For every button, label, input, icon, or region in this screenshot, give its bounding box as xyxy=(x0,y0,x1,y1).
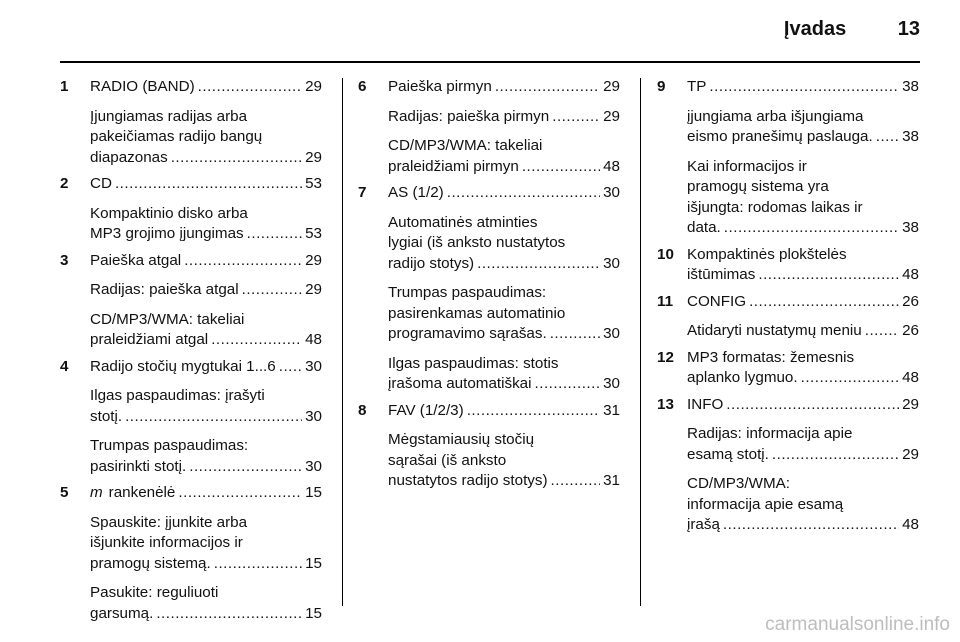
entry-title: RADIO (BAND) xyxy=(90,78,195,95)
entry-page: 31 xyxy=(603,401,620,419)
subentry-line: praleidžiami atgal xyxy=(90,331,209,348)
index-subentry xyxy=(657,321,919,342)
subentry-line: įjungiama arba išjungiama xyxy=(687,107,864,125)
entry-number: 6 xyxy=(358,78,367,95)
index-entry-7 xyxy=(358,183,620,204)
subentry-line: radijo stotys) xyxy=(388,254,475,272)
subentry-line: Trumpas paspaudimas: xyxy=(388,284,547,301)
subentry-line: Radijas: paieška pirmyn xyxy=(388,107,550,125)
entry-title: AS (1/2) xyxy=(388,184,444,201)
entry-page: 48 xyxy=(902,369,919,386)
entry-page: 38 xyxy=(902,78,919,95)
subentry-line: pasirenkamas automatinio xyxy=(388,304,566,322)
subentry-line: MP3 grojimo įjungimas xyxy=(90,225,244,242)
index-subentry xyxy=(60,107,322,169)
entry-title: Kompaktinės plokštelės xyxy=(687,245,847,263)
subentry-page: 15 xyxy=(305,604,322,622)
index-subentry xyxy=(358,213,620,275)
index-entry-2 xyxy=(60,174,322,195)
index-subentry xyxy=(60,513,322,575)
subentry-page: 48 xyxy=(603,157,620,175)
index-column-3 xyxy=(657,77,919,536)
subentry-page: 30 xyxy=(305,407,322,425)
subentry-page: 48 xyxy=(902,516,919,533)
entry-number: 5 xyxy=(60,484,69,501)
subentry-line: Radijas: paieška atgal xyxy=(90,281,239,298)
index-entry-12 xyxy=(657,348,919,389)
index-subentry xyxy=(60,436,322,477)
subentry-line: Radijas: informacija apie xyxy=(687,425,853,442)
subentry-page: 30 xyxy=(603,325,620,342)
subentry-page: 38 xyxy=(902,219,919,236)
watermark: carmanualsonline.info xyxy=(765,614,950,635)
index-subentry xyxy=(60,386,322,427)
header-rule xyxy=(60,61,920,63)
index-subentry xyxy=(358,354,620,395)
index-subentry xyxy=(60,310,322,351)
entry-page: 53 xyxy=(305,175,322,192)
entry-title: ištūmimas xyxy=(687,266,756,283)
subentry-line: Ilgas paspaudimas: stotis xyxy=(388,354,559,372)
subentry-line: diapazonas xyxy=(90,148,168,166)
subentry-line: nustatytos radijo stotys) xyxy=(388,472,548,489)
entry-page: 30 xyxy=(305,357,322,375)
subentry-line: Ilgas paspaudimas: įrašyti xyxy=(90,387,265,404)
index-entry-3 xyxy=(60,251,322,272)
entry-page: 48 xyxy=(902,266,919,283)
subentry-line: CD/MP3/WMA: xyxy=(687,475,790,492)
subentry-line: įrašoma automatiškai xyxy=(388,375,532,392)
index-entry-13 xyxy=(657,395,919,416)
page-header xyxy=(784,18,920,41)
index-subentry xyxy=(657,474,919,536)
subentry-line: eismo pranešimų paslauga. xyxy=(687,128,873,145)
entry-title: aplanko lygmuo. xyxy=(687,369,798,386)
index-entry-4 xyxy=(60,357,322,378)
entry-page: 15 xyxy=(305,484,322,501)
index-subentry xyxy=(657,157,919,239)
index-subentry xyxy=(60,583,322,624)
entry-number: 4 xyxy=(60,357,69,375)
index-subentry xyxy=(60,280,322,301)
subentry-page: 30 xyxy=(603,375,620,392)
subentry-line: stotį. xyxy=(90,407,123,425)
subentry-line: Pasukite: reguliuoti xyxy=(90,584,219,601)
subentry-line: Įjungiamas radijas arba xyxy=(90,107,248,125)
subentry-page: 31 xyxy=(603,472,620,489)
subentry-line: CD/MP3/WMA: takeliai xyxy=(90,310,245,328)
subentry-line: lygiai (iš anksto nustatytos xyxy=(388,234,566,251)
subentry-line: Spauskite: įjunkite arba xyxy=(90,513,248,531)
subentry-page: 30 xyxy=(305,457,322,475)
subentry-line: garsumą. xyxy=(90,604,154,622)
subentry-line: pakeičiamas radijo bangų xyxy=(90,128,263,145)
index-subentry xyxy=(358,107,620,128)
subentry-line: Atidaryti nustatymų meniu xyxy=(687,322,862,339)
page-number: 13 xyxy=(897,18,920,40)
entry-number: 9 xyxy=(657,78,666,95)
subentry-line: pasirinkti stotį. xyxy=(90,457,187,475)
entry-title: FAV (1/2/3) xyxy=(388,401,464,419)
subentry-line: įrašą xyxy=(687,516,720,533)
entry-title: MP3 formatas: žemesnis xyxy=(687,348,855,366)
entry-title: Paieška atgal xyxy=(90,251,182,269)
subentry-page: 26 xyxy=(902,322,919,339)
index-entry-9 xyxy=(657,77,919,98)
index-subentry xyxy=(358,283,620,345)
column-divider-2 xyxy=(640,78,641,606)
subentry-page: 29 xyxy=(305,281,322,298)
subentry-page: 53 xyxy=(305,225,322,242)
index-subentry xyxy=(657,424,919,465)
entry-number: 13 xyxy=(657,395,674,413)
subentry-line: pramogų sistemą. xyxy=(90,554,211,572)
subentry-line: informacija apie esamą xyxy=(687,495,844,513)
subentry-line: data. xyxy=(687,219,721,236)
index-subentry xyxy=(657,107,919,148)
index-entry-1 xyxy=(60,77,322,98)
subentry-line: Trumpas paspaudimas: xyxy=(90,437,249,454)
subentry-line: Mėgstamiausių stočių xyxy=(388,431,535,448)
entry-page: 29 xyxy=(902,395,919,413)
subentry-line: Kai informacijos ir xyxy=(687,157,807,175)
subentry-line: išjungta: rodomas laikas ir xyxy=(687,198,863,216)
subentry-line: praleidžiami pirmyn xyxy=(388,157,519,175)
index-entry-10 xyxy=(657,245,919,286)
entry-title: Paieška pirmyn xyxy=(388,78,492,95)
index-entry-6 xyxy=(358,77,620,98)
power-knob-icon: m xyxy=(90,484,103,501)
entry-number: 7 xyxy=(358,184,367,201)
entry-title: rankenėlė xyxy=(108,484,176,501)
subentry-line: programavimo sąrašas. xyxy=(388,325,547,342)
subentry-page: 29 xyxy=(305,148,322,166)
entry-number: 12 xyxy=(657,348,674,366)
index-entry-8 xyxy=(358,401,620,422)
entry-number: 11 xyxy=(657,292,674,310)
subentry-page: 38 xyxy=(902,128,919,145)
chapter-title: Įvadas xyxy=(783,18,847,40)
subentry-line: CD/MP3/WMA: takeliai xyxy=(388,137,543,154)
entry-page: 29 xyxy=(305,251,322,269)
subentry-page: 15 xyxy=(305,554,322,572)
entry-number: 3 xyxy=(60,251,69,269)
index-entry-11 xyxy=(657,292,919,313)
entry-page: 29 xyxy=(305,78,322,95)
entry-title: CONFIG xyxy=(687,292,747,310)
subentry-line: pramogų sistema yra xyxy=(687,178,829,195)
entry-title: TP xyxy=(687,78,707,95)
index-subentry xyxy=(358,136,620,177)
subentry-line: esamą stotį. xyxy=(687,445,769,463)
entry-number: 2 xyxy=(60,175,69,192)
entry-title: Radijo stočių mygtukai 1...6 xyxy=(90,357,276,375)
index-column-1 xyxy=(60,77,322,624)
subentry-line: Kompaktinio disko arba xyxy=(90,204,248,222)
entry-title: INFO xyxy=(687,395,724,413)
subentry-page: 30 xyxy=(603,254,620,272)
column-divider-1 xyxy=(342,78,343,606)
subentry-line: sąrašai (iš anksto xyxy=(388,451,507,469)
subentry-page: 48 xyxy=(305,331,322,348)
index-entry-5 xyxy=(60,483,322,504)
subentry-page: 29 xyxy=(603,107,620,125)
entry-number: 1 xyxy=(60,78,69,95)
index-subentry xyxy=(60,204,322,245)
entry-number: 10 xyxy=(657,245,674,263)
entry-number: 8 xyxy=(358,401,367,419)
entry-page: 29 xyxy=(603,78,620,95)
subentry-page: 29 xyxy=(902,445,919,463)
subentry-line: Automatinės atminties xyxy=(388,213,538,231)
subentry-line: išjunkite informacijos ir xyxy=(90,534,243,551)
index-subentry xyxy=(358,430,620,492)
entry-title: CD xyxy=(90,175,112,192)
index-column-2 xyxy=(358,77,620,492)
entry-page: 30 xyxy=(603,184,620,201)
entry-page: 26 xyxy=(902,292,919,310)
